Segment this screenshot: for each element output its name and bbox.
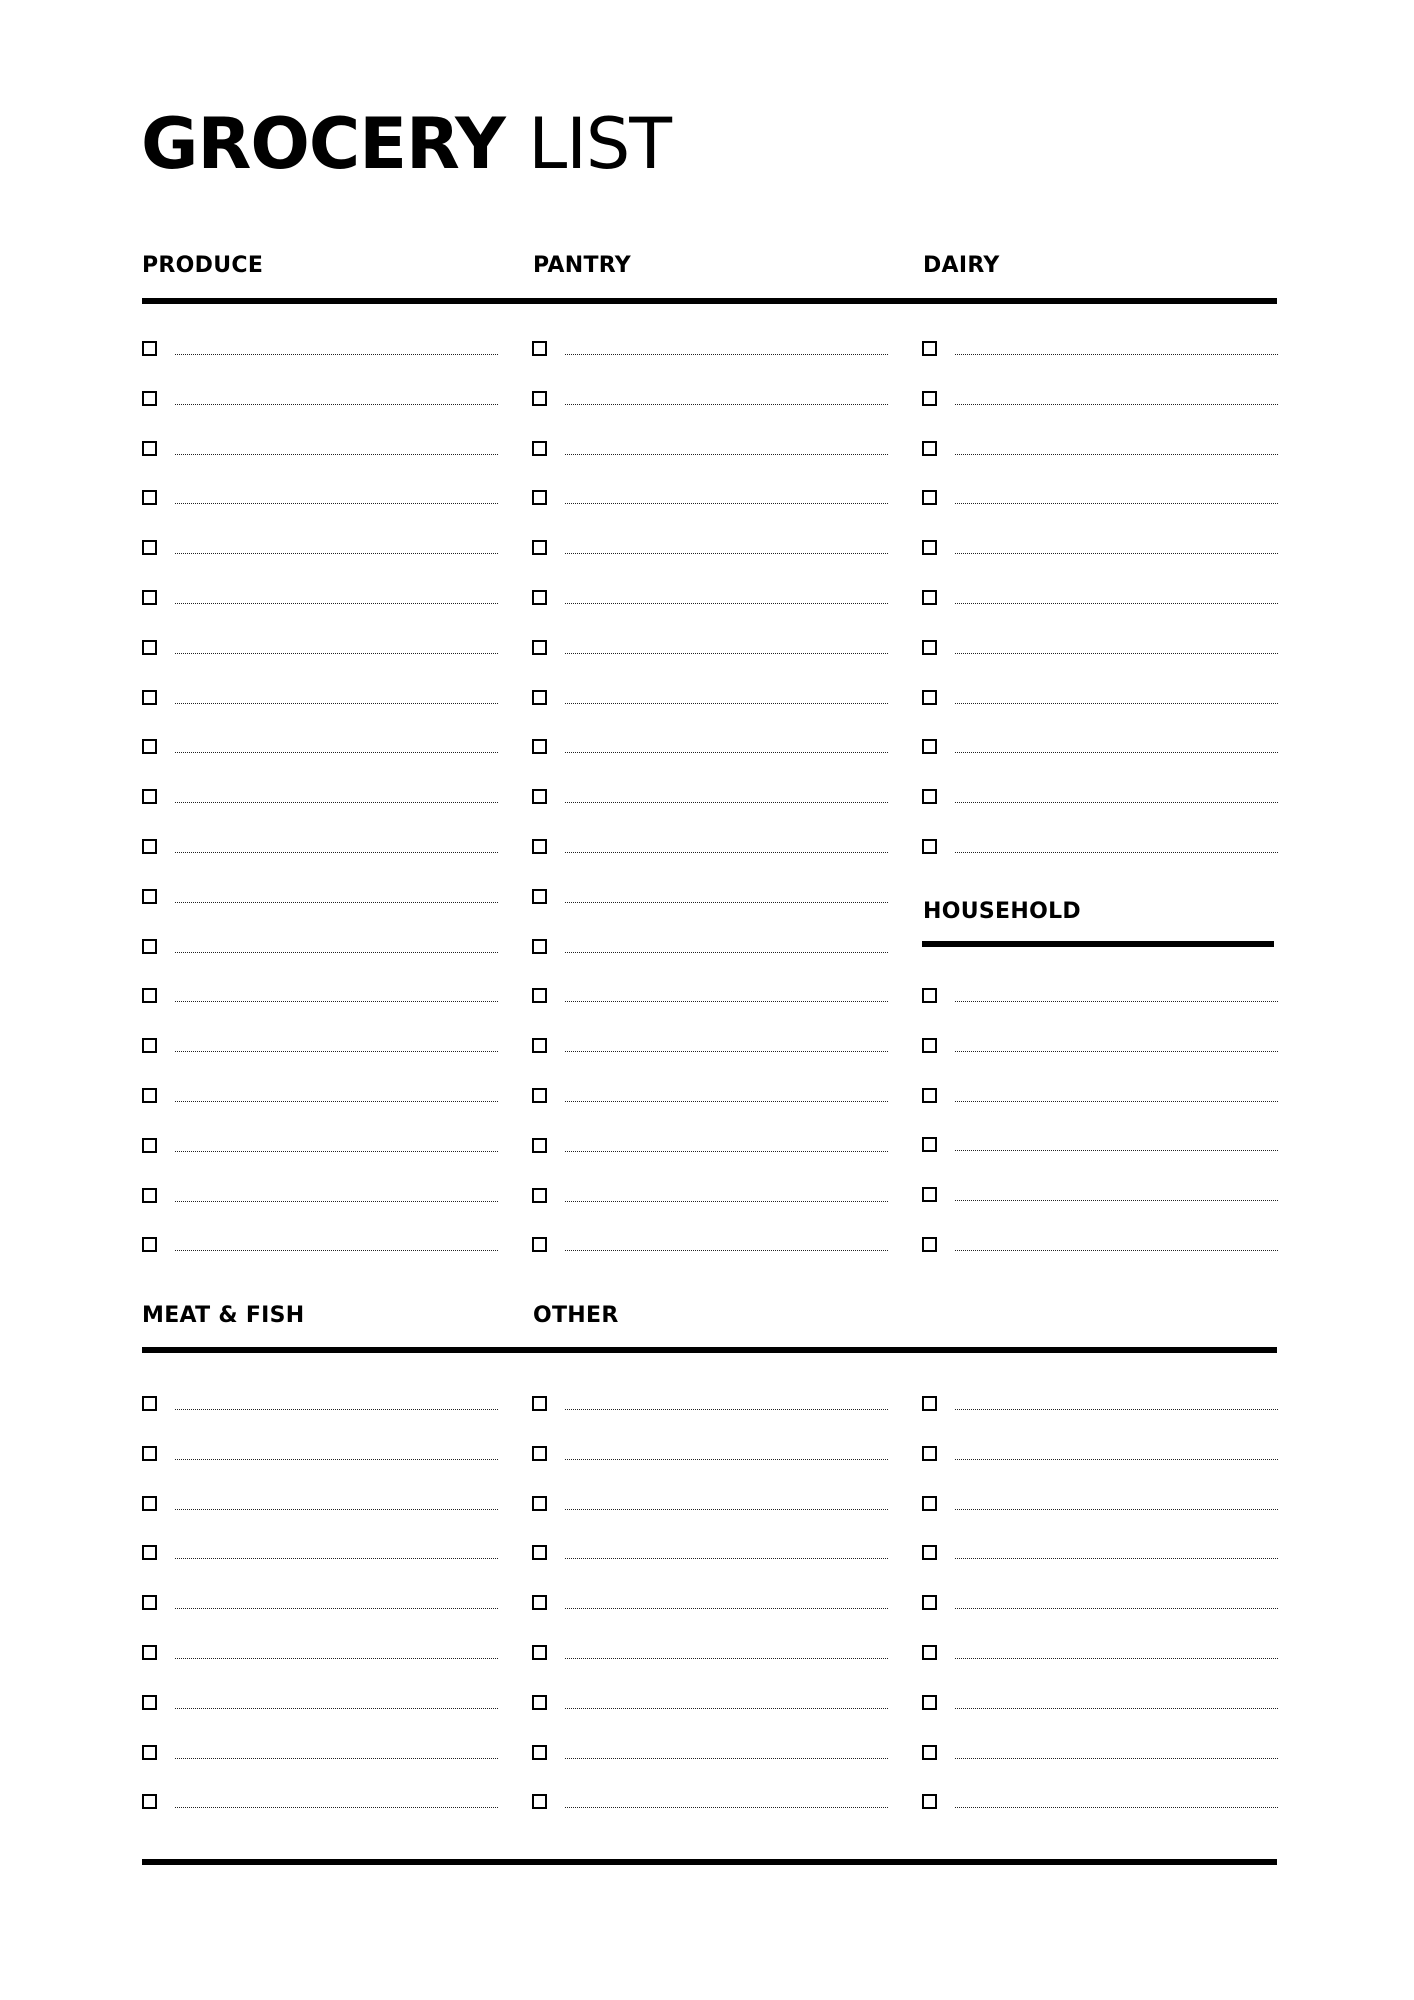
write-in-line[interactable] xyxy=(175,404,498,405)
write-in-line[interactable] xyxy=(565,1001,888,1002)
write-in-line[interactable] xyxy=(175,1807,498,1808)
write-in-line[interactable] xyxy=(955,1658,1278,1659)
checkbox-icon[interactable] xyxy=(142,1138,157,1153)
section-label-meat-fish: MEAT & FISH xyxy=(142,1303,305,1328)
list-item xyxy=(142,1745,498,1765)
list-item xyxy=(532,739,888,759)
write-in-line[interactable] xyxy=(565,1807,888,1808)
list-item xyxy=(532,1038,888,1058)
checkbox-icon[interactable] xyxy=(142,341,157,356)
checkbox-icon[interactable] xyxy=(142,839,157,854)
list-item xyxy=(922,789,1278,809)
write-in-line[interactable] xyxy=(175,1608,498,1609)
write-in-line[interactable] xyxy=(175,603,498,604)
checkbox-icon[interactable] xyxy=(142,1088,157,1103)
write-in-line[interactable] xyxy=(175,952,498,953)
list-item xyxy=(532,839,888,859)
write-in-line[interactable] xyxy=(175,902,498,903)
write-in-line[interactable] xyxy=(955,404,1278,405)
list-item xyxy=(922,640,1278,660)
checkbox-icon[interactable] xyxy=(922,1645,937,1660)
write-in-line[interactable] xyxy=(565,553,888,554)
list-item xyxy=(532,1645,888,1665)
write-in-line[interactable] xyxy=(565,1608,888,1609)
list-item xyxy=(532,1496,888,1516)
write-in-line[interactable] xyxy=(955,603,1278,604)
write-in-line[interactable] xyxy=(565,653,888,654)
write-in-line[interactable] xyxy=(565,1459,888,1460)
title-bold: GROCERY xyxy=(141,103,505,185)
write-in-line[interactable] xyxy=(565,1658,888,1659)
checkbox-icon[interactable] xyxy=(532,1695,547,1710)
checkbox-icon[interactable] xyxy=(532,1496,547,1511)
list-item xyxy=(532,441,888,461)
list-item xyxy=(142,391,498,411)
list-item xyxy=(532,1188,888,1208)
checkbox-icon[interactable] xyxy=(532,1545,547,1560)
checkbox-icon[interactable] xyxy=(142,1496,157,1511)
list-item xyxy=(142,1237,498,1257)
write-in-line[interactable] xyxy=(565,952,888,953)
list-item xyxy=(922,1088,1278,1108)
checkbox-icon[interactable] xyxy=(922,1695,937,1710)
checkbox-icon[interactable] xyxy=(532,988,547,1003)
list-item xyxy=(142,1446,498,1466)
list-item xyxy=(532,1237,888,1257)
list-item xyxy=(922,1695,1278,1715)
write-in-line[interactable] xyxy=(955,1758,1278,1759)
write-in-line[interactable] xyxy=(175,454,498,455)
write-in-line[interactable] xyxy=(565,1509,888,1510)
list-item xyxy=(922,441,1278,461)
checkbox-icon[interactable] xyxy=(532,1446,547,1461)
list-item xyxy=(142,341,498,361)
write-in-line[interactable] xyxy=(565,1051,888,1052)
checkbox-icon[interactable] xyxy=(922,988,937,1003)
list-item xyxy=(922,1496,1278,1516)
list-item xyxy=(922,391,1278,411)
write-in-line[interactable] xyxy=(565,1101,888,1102)
section-rule-household xyxy=(922,941,1274,947)
write-in-line[interactable] xyxy=(955,653,1278,654)
checkbox-icon[interactable] xyxy=(142,1188,157,1203)
list-item xyxy=(922,341,1278,361)
list-item xyxy=(532,341,888,361)
write-in-line[interactable] xyxy=(175,1250,498,1251)
list-item xyxy=(922,1595,1278,1615)
list-item xyxy=(142,690,498,710)
list-item xyxy=(142,1695,498,1715)
list-item xyxy=(922,490,1278,510)
checkbox-icon[interactable] xyxy=(532,1396,547,1411)
list-item xyxy=(922,739,1278,759)
write-in-line[interactable] xyxy=(175,1001,498,1002)
checkbox-icon[interactable] xyxy=(532,391,547,406)
list-item xyxy=(532,690,888,710)
list-item xyxy=(532,490,888,510)
write-in-line[interactable] xyxy=(955,1459,1278,1460)
checkbox-icon[interactable] xyxy=(922,1137,937,1152)
list-item xyxy=(142,441,498,461)
list-item xyxy=(532,1138,888,1158)
page-title xyxy=(141,100,671,188)
checkbox-icon[interactable] xyxy=(532,540,547,555)
write-in-line[interactable] xyxy=(565,852,888,853)
checkbox-icon[interactable] xyxy=(142,640,157,655)
checkbox-icon[interactable] xyxy=(532,490,547,505)
section-label-produce: PRODUCE xyxy=(142,253,264,278)
checkbox-icon[interactable] xyxy=(532,1188,547,1203)
write-in-line[interactable] xyxy=(175,752,498,753)
write-in-line[interactable] xyxy=(175,1151,498,1152)
write-in-line[interactable] xyxy=(565,454,888,455)
write-in-line[interactable] xyxy=(175,354,498,355)
write-in-line[interactable] xyxy=(955,852,1278,853)
section-rule-bottom xyxy=(142,1347,1277,1353)
checkbox-icon[interactable] xyxy=(922,1446,937,1461)
checkbox-icon[interactable] xyxy=(532,1088,547,1103)
write-in-line[interactable] xyxy=(565,1409,888,1410)
checkbox-icon[interactable] xyxy=(922,1396,937,1411)
write-in-line[interactable] xyxy=(175,1509,498,1510)
checkbox-icon[interactable] xyxy=(142,391,157,406)
list-item xyxy=(142,889,498,909)
write-in-line[interactable] xyxy=(565,404,888,405)
checkbox-icon[interactable] xyxy=(142,1645,157,1660)
checkbox-icon[interactable] xyxy=(532,1138,547,1153)
checkbox-icon[interactable] xyxy=(922,1794,937,1809)
list-item xyxy=(922,839,1278,859)
write-in-line[interactable] xyxy=(955,553,1278,554)
write-in-line[interactable] xyxy=(955,1708,1278,1709)
list-item xyxy=(532,1396,888,1416)
checkbox-icon[interactable] xyxy=(532,1645,547,1660)
checkbox-icon[interactable] xyxy=(142,739,157,754)
write-in-line[interactable] xyxy=(175,1708,498,1709)
write-in-line[interactable] xyxy=(955,752,1278,753)
checkbox-icon[interactable] xyxy=(532,1038,547,1053)
write-in-line[interactable] xyxy=(565,1708,888,1709)
write-in-line[interactable] xyxy=(955,1558,1278,1559)
checkbox-icon[interactable] xyxy=(922,341,937,356)
list-item xyxy=(142,1794,498,1814)
list-item xyxy=(532,1595,888,1615)
list-item xyxy=(922,590,1278,610)
write-in-line[interactable] xyxy=(175,1101,498,1102)
checkbox-icon[interactable] xyxy=(922,1595,937,1610)
list-item xyxy=(142,640,498,660)
write-in-line[interactable] xyxy=(565,902,888,903)
checkbox-icon[interactable] xyxy=(532,889,547,904)
checkbox-icon[interactable] xyxy=(142,490,157,505)
write-in-line[interactable] xyxy=(175,852,498,853)
write-in-line[interactable] xyxy=(955,802,1278,803)
list-item xyxy=(532,1545,888,1565)
list-item xyxy=(142,590,498,610)
checkbox-icon[interactable] xyxy=(142,690,157,705)
checkbox-icon[interactable] xyxy=(142,1396,157,1411)
checkbox-icon[interactable] xyxy=(532,1745,547,1760)
checkbox-icon[interactable] xyxy=(142,1595,157,1610)
write-in-line[interactable] xyxy=(955,454,1278,455)
checkbox-icon[interactable] xyxy=(532,690,547,705)
list-item xyxy=(532,789,888,809)
checkbox-icon[interactable] xyxy=(142,1446,157,1461)
list-item xyxy=(142,1595,498,1615)
checkbox-icon[interactable] xyxy=(922,1496,937,1511)
checkbox-icon[interactable] xyxy=(142,1745,157,1760)
write-in-line[interactable] xyxy=(955,503,1278,504)
list-item xyxy=(922,690,1278,710)
write-in-line[interactable] xyxy=(175,653,498,654)
checkbox-icon[interactable] xyxy=(532,1794,547,1809)
write-in-line[interactable] xyxy=(175,1201,498,1202)
write-in-line[interactable] xyxy=(565,1758,888,1759)
list-item xyxy=(142,988,498,1008)
list-item xyxy=(532,1794,888,1814)
list-item xyxy=(142,789,498,809)
write-in-line[interactable] xyxy=(955,1200,1278,1201)
write-in-line[interactable] xyxy=(175,503,498,504)
write-in-line[interactable] xyxy=(955,703,1278,704)
checkbox-icon[interactable] xyxy=(532,590,547,605)
list-item xyxy=(142,839,498,859)
list-item xyxy=(142,1396,498,1416)
write-in-line[interactable] xyxy=(955,1807,1278,1808)
checkbox-icon[interactable] xyxy=(922,490,937,505)
checkbox-icon[interactable] xyxy=(532,939,547,954)
write-in-line[interactable] xyxy=(565,354,888,355)
write-in-line[interactable] xyxy=(955,1101,1278,1102)
section-label-other: OTHER xyxy=(533,1303,619,1328)
checkbox-icon[interactable] xyxy=(922,1088,937,1103)
list-item xyxy=(922,1038,1278,1058)
checkbox-icon[interactable] xyxy=(922,789,937,804)
checkbox-icon[interactable] xyxy=(922,1237,937,1252)
checkbox-icon[interactable] xyxy=(922,1187,937,1202)
list-item xyxy=(532,1695,888,1715)
checkbox-icon[interactable] xyxy=(142,1237,157,1252)
list-item xyxy=(142,490,498,510)
checkbox-icon[interactable] xyxy=(142,789,157,804)
checkbox-icon[interactable] xyxy=(532,839,547,854)
list-item xyxy=(532,391,888,411)
list-item xyxy=(142,939,498,959)
checkbox-icon[interactable] xyxy=(922,540,937,555)
list-item xyxy=(142,1545,498,1565)
write-in-line[interactable] xyxy=(565,802,888,803)
section-label-dairy: DAIRY xyxy=(923,253,1000,278)
list-item xyxy=(142,1138,498,1158)
list-item xyxy=(142,1088,498,1108)
write-in-line[interactable] xyxy=(175,802,498,803)
list-item xyxy=(532,640,888,660)
list-item xyxy=(532,1745,888,1765)
write-in-line[interactable] xyxy=(955,1150,1278,1151)
list-item xyxy=(922,1187,1278,1207)
write-in-line[interactable] xyxy=(955,1509,1278,1510)
write-in-line[interactable] xyxy=(565,503,888,504)
checkbox-icon[interactable] xyxy=(922,391,937,406)
checkbox-icon[interactable] xyxy=(142,1794,157,1809)
checkbox-icon[interactable] xyxy=(922,1038,937,1053)
checkbox-icon[interactable] xyxy=(532,640,547,655)
list-item xyxy=(142,1645,498,1665)
write-in-line[interactable] xyxy=(565,1151,888,1152)
write-in-line[interactable] xyxy=(955,1051,1278,1052)
section-label-household: HOUSEHOLD xyxy=(923,899,1081,924)
checkbox-icon[interactable] xyxy=(922,1745,937,1760)
write-in-line[interactable] xyxy=(175,1658,498,1659)
checkbox-icon[interactable] xyxy=(922,739,937,754)
title-light: LIST xyxy=(528,103,672,185)
write-in-line[interactable] xyxy=(565,1201,888,1202)
write-in-line[interactable] xyxy=(175,1409,498,1410)
list-item xyxy=(922,1137,1278,1157)
checkbox-icon[interactable] xyxy=(142,441,157,456)
checkbox-icon[interactable] xyxy=(142,1695,157,1710)
checkbox-icon[interactable] xyxy=(532,1237,547,1252)
checkbox-icon[interactable] xyxy=(142,988,157,1003)
list-item xyxy=(142,1496,498,1516)
write-in-line[interactable] xyxy=(175,1558,498,1559)
checkbox-icon[interactable] xyxy=(142,889,157,904)
write-in-line[interactable] xyxy=(955,354,1278,355)
footer-rule xyxy=(142,1859,1277,1865)
checkbox-icon[interactable] xyxy=(142,939,157,954)
checkbox-icon[interactable] xyxy=(142,1545,157,1560)
write-in-line[interactable] xyxy=(175,1758,498,1759)
list-item xyxy=(532,889,888,909)
list-item xyxy=(142,1038,498,1058)
list-item xyxy=(922,1745,1278,1765)
checkbox-icon[interactable] xyxy=(532,441,547,456)
checkbox-icon[interactable] xyxy=(922,690,937,705)
checkbox-icon[interactable] xyxy=(142,590,157,605)
checkbox-icon[interactable] xyxy=(922,441,937,456)
checkbox-icon[interactable] xyxy=(922,640,937,655)
write-in-line[interactable] xyxy=(955,1608,1278,1609)
checkbox-icon[interactable] xyxy=(922,839,937,854)
checkbox-icon[interactable] xyxy=(142,1038,157,1053)
checkbox-icon[interactable] xyxy=(532,789,547,804)
list-item xyxy=(922,1645,1278,1665)
write-in-line[interactable] xyxy=(175,1459,498,1460)
list-item xyxy=(532,1446,888,1466)
list-item xyxy=(142,739,498,759)
checkbox-icon[interactable] xyxy=(532,1595,547,1610)
write-in-line[interactable] xyxy=(955,1250,1278,1251)
checkbox-icon[interactable] xyxy=(922,590,937,605)
list-item xyxy=(922,1794,1278,1814)
write-in-line[interactable] xyxy=(955,1409,1278,1410)
write-in-line[interactable] xyxy=(175,703,498,704)
list-item xyxy=(142,1188,498,1208)
section-rule-top xyxy=(142,298,1277,304)
section-label-pantry: PANTRY xyxy=(533,253,632,278)
write-in-line[interactable] xyxy=(565,1250,888,1251)
write-in-line[interactable] xyxy=(565,603,888,604)
write-in-line[interactable] xyxy=(565,752,888,753)
list-item xyxy=(532,540,888,560)
list-item xyxy=(922,1545,1278,1565)
write-in-line[interactable] xyxy=(955,1001,1278,1002)
checkbox-icon[interactable] xyxy=(532,341,547,356)
checkbox-icon[interactable] xyxy=(142,540,157,555)
write-in-line[interactable] xyxy=(565,703,888,704)
list-item xyxy=(532,988,888,1008)
list-item xyxy=(532,1088,888,1108)
checkbox-icon[interactable] xyxy=(922,1545,937,1560)
list-item xyxy=(922,1237,1278,1257)
write-in-line[interactable] xyxy=(175,1051,498,1052)
list-item xyxy=(922,988,1278,1008)
list-item xyxy=(922,1396,1278,1416)
write-in-line[interactable] xyxy=(175,553,498,554)
write-in-line[interactable] xyxy=(565,1558,888,1559)
list-item xyxy=(142,540,498,560)
list-item xyxy=(532,590,888,610)
list-item xyxy=(532,939,888,959)
list-item xyxy=(922,540,1278,560)
list-item xyxy=(922,1446,1278,1466)
checkbox-icon[interactable] xyxy=(532,739,547,754)
